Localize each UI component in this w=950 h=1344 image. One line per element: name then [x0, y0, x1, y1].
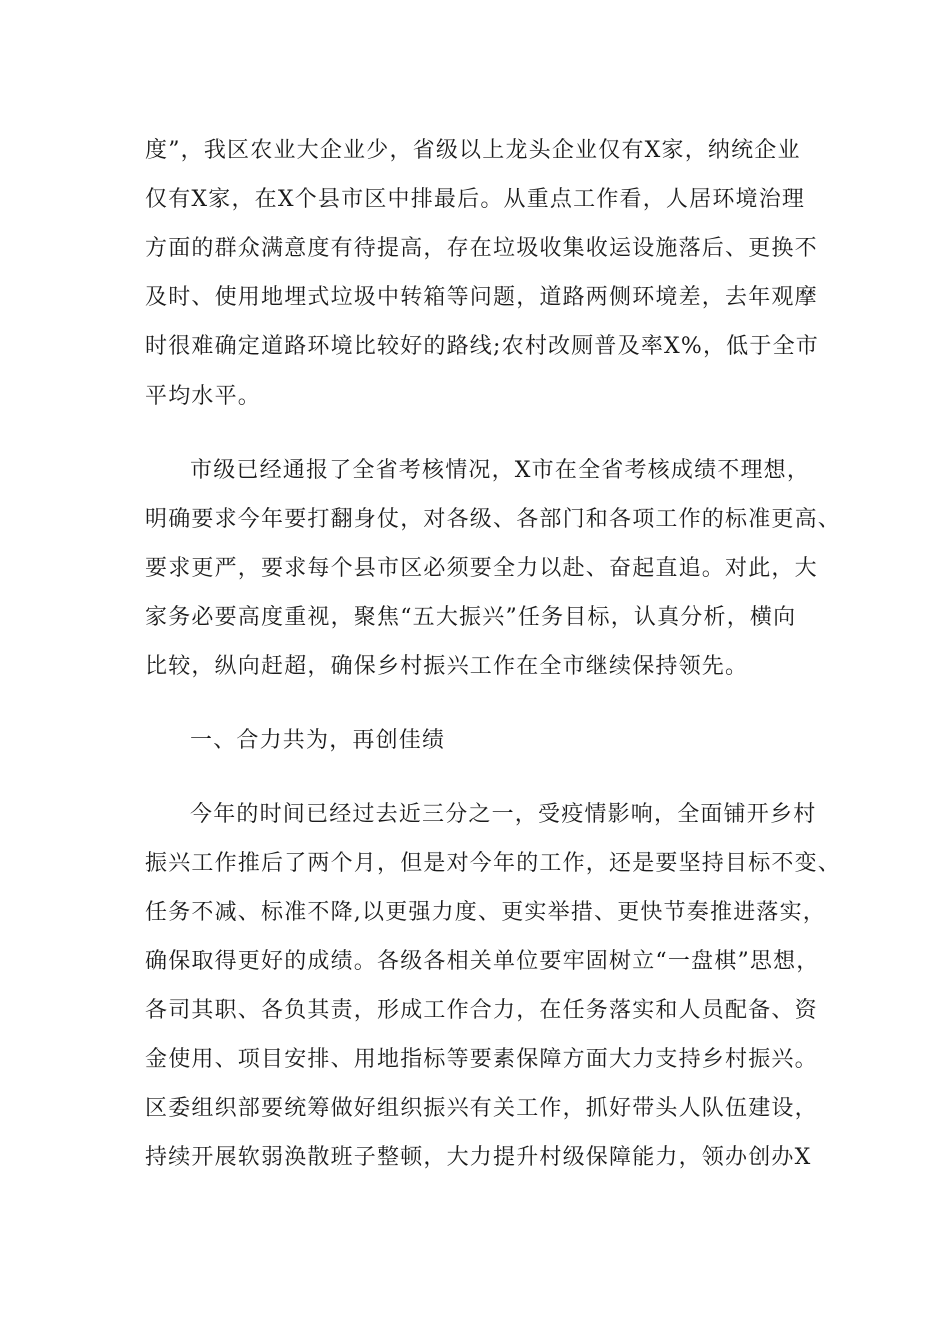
paragraph-1-line-5: 时很难确定道路环境比较好的路线;农村改厕普及率X%，低于全市: [145, 334, 819, 359]
paragraph-2-line-1: 市级已经通报了全省考核情况，X市在全省考核成绩不理想，: [190, 458, 811, 483]
paragraph-3-line-6: 金使用、项目安排、用地指标等要素保障方面大力支持乡村振兴。: [145, 1047, 818, 1072]
paragraph-2-line-4: 家务必要高度重视，聚焦“五大振兴”任务目标，认真分析，横向: [145, 605, 797, 630]
paragraph-1-line-3: 方面的群众满意度有待提高，存在垃圾收集收运设施落后、更换不: [145, 236, 818, 261]
paragraph-1-line-2: 仅有X家，在X个县市区中排最后。从重点工作看，人居环境治理: [145, 187, 806, 212]
paragraph-2-line-5: 比较，纵向赶超，确保乡村振兴工作在全市继续保持领先。: [145, 654, 749, 679]
paragraph-3-line-7: 区委组织部要统筹做好组织振兴有关工作，抓好带头人队伍建设，: [145, 1096, 818, 1121]
paragraph-3-line-2: 振兴工作推后了两个月，但是对今年的工作，还是要坚持目标不变、: [145, 851, 842, 876]
paragraph-1-line-1: 度”，我区农业大企业少，省级以上龙头企业仅有X家，纳统企业: [145, 138, 801, 163]
paragraph-3-line-5: 各司其职、各负其责，形成工作合力，在任务落实和人员配备、资: [145, 998, 818, 1023]
paragraph-3-line-3: 任务不减、标准不降,以更强力度、更实举措、更快节奏推进落实，: [145, 900, 826, 925]
paragraph-3-line-8: 持续开展软弱涣散班子整顿，大力提升村级保障能力，领办创办X: [145, 1145, 812, 1170]
paragraph-2-line-3: 要求更严，要求每个县市区必须要全力以赴、奋起直追。对此，大: [145, 556, 818, 581]
section-heading: 一、合力共为，再创佳绩: [190, 728, 446, 753]
paragraph-2-line-2: 明确要求今年要打翻身仗，对各级、各部门和各项工作的标准更高、: [145, 507, 842, 532]
paragraph-1-line-4: 及时、使用地埋式垃圾中转箱等问题，道路两侧环境差，去年观摩: [145, 285, 818, 310]
paragraph-3-line-1: 今年的时间已经过去近三分之一，受疫情影响，全面铺开乡村: [190, 802, 817, 827]
paragraph-3-line-4: 确保取得更好的成绩。各级各相关单位要牢固树立“一盘棋”思想，: [145, 949, 820, 974]
paragraph-1-line-6: 平均水平。: [145, 384, 262, 409]
